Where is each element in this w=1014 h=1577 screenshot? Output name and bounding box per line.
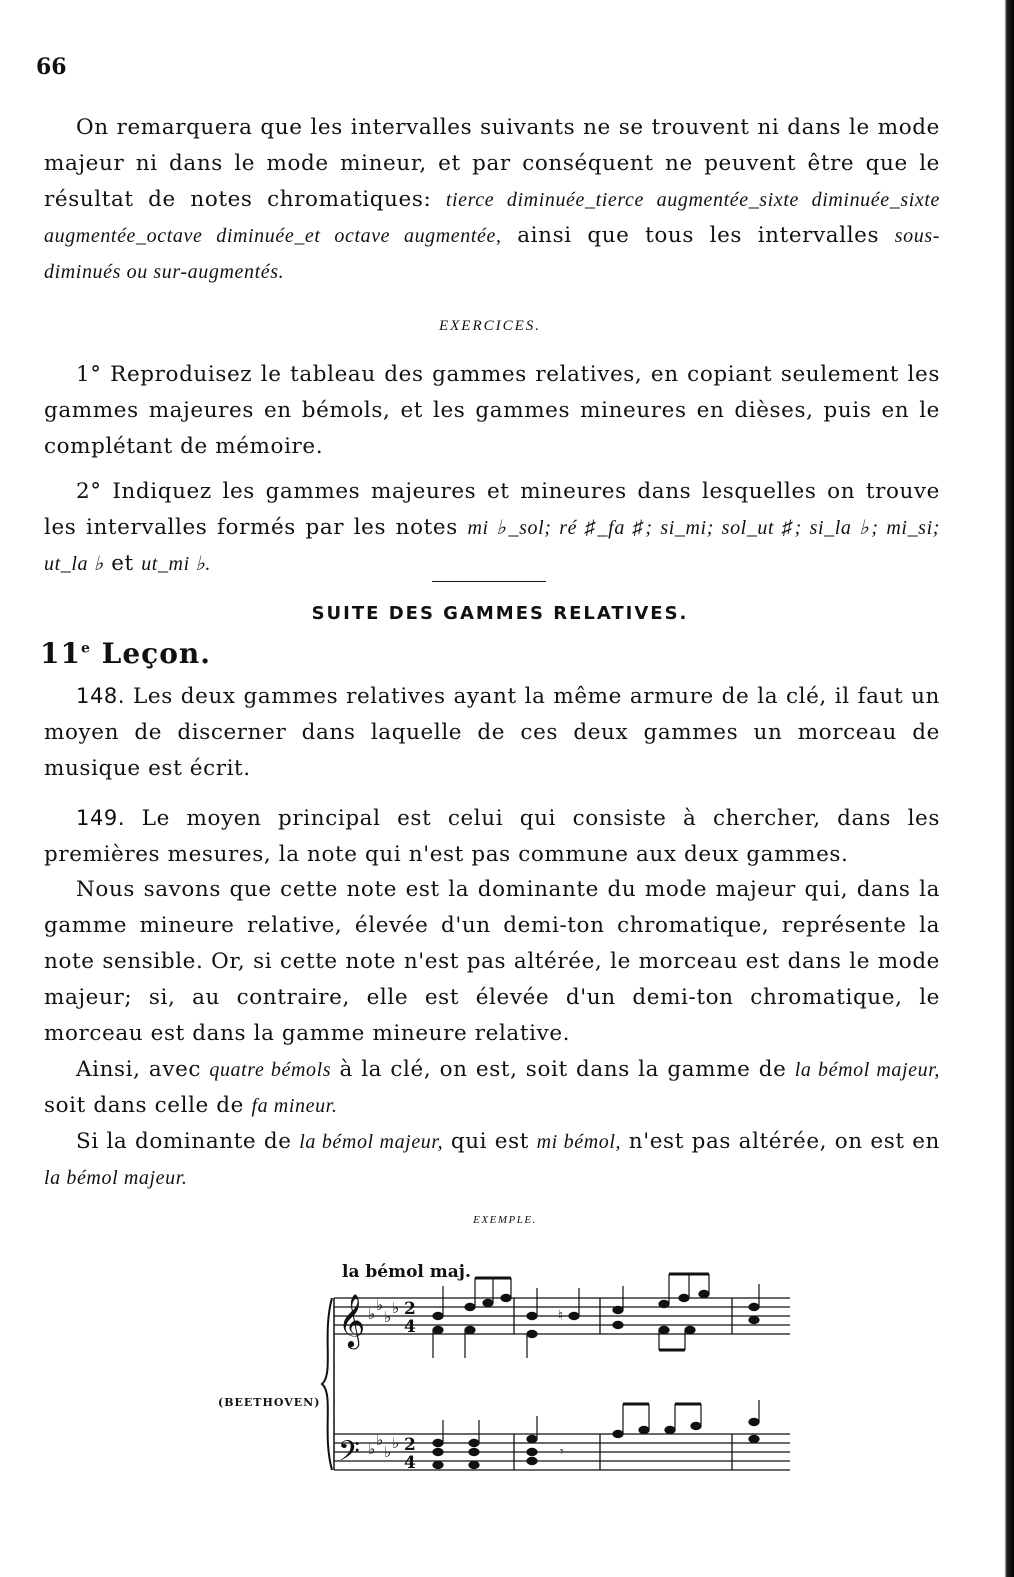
- ainsi-quatre-bemols: quatre bémols: [209, 1059, 332, 1081]
- si-mi-bemol: mi bémol,: [536, 1131, 622, 1153]
- book-spine-edge: [998, 0, 1014, 1577]
- svg-text:♭: ♭: [384, 1443, 392, 1461]
- intro-intervals: tierce diminuée_tierce augmentée_sixte diminuée_sixte augmentée_octave diminuée_et octave augmentée,: [44, 189, 940, 247]
- example-composer: (BEETHOVEN): [218, 1396, 321, 1409]
- key-signature-flats: [368, 1296, 399, 1461]
- paragraph-ainsi: [44, 1052, 940, 1124]
- paragraph-149: [44, 800, 940, 873]
- si-text-a: Si la dominante de: [76, 1129, 292, 1154]
- si-la-bemol-majeur-2: la bémol majeur.: [44, 1167, 188, 1189]
- paragraph-nous-savons: [44, 872, 940, 1052]
- exercise-1-text: Reproduisez le tableau des gammes relatives, en copiant seulement les gammes majeures en bémols, et les gammes mineures en dièses, puis en le complétant de mémoire.: [44, 362, 940, 459]
- ainsi-text-c: à la clé, on est, soit dans la gamme de: [339, 1057, 787, 1082]
- section-divider: [432, 581, 546, 582]
- ainsi-text-a: Ainsi, avec: [76, 1057, 202, 1082]
- exercise-2-number: 2°: [76, 479, 102, 504]
- ainsi-fa-mineur: fa mineur.: [251, 1095, 338, 1117]
- si-text-c: qui est: [450, 1129, 529, 1154]
- exercise-2-notes: mi ♭_sol; ré ♯_fa ♯; si_mi; sol_ut ♯; si_la ♭; mi_si; ut_la ♭: [44, 517, 940, 575]
- page-number: 66: [36, 54, 67, 80]
- lesson-title: [40, 637, 211, 670]
- ainsi-la-bemol-majeur: la bémol majeur,: [794, 1059, 940, 1081]
- intro-paragraph: [44, 110, 940, 290]
- si-text-e: n'est pas altérée, on est en: [628, 1129, 940, 1154]
- paragraph-149-text: Le moyen principal est celui qui consiste à chercher, dans les premières mesures, la note qui n'est pas commune aux deux gammes.: [44, 806, 941, 867]
- time-signature: [404, 1299, 416, 1473]
- example-heading: EXEMPLE.: [473, 1214, 537, 1226]
- exercise-2-last: ut_mi ♭.: [141, 553, 211, 575]
- paragraph-nous-savons-text: Nous savons que cette note est la dominante du mode majeur qui, dans la gamme mineure relative, élevée d'un demi-ton chromatique, représente la note sensible. Or, si cette note n'est pas altérée, le morceau est dans le mode majeur; si, au contraire, elle est élevée d'un demi-ton chromatique, le morceau est dans la gamme mineure relative.: [44, 877, 940, 1046]
- exercise-1: [44, 357, 940, 465]
- paragraph-148: [44, 678, 940, 787]
- paragraph-149-number: 149.: [76, 806, 126, 830]
- svg-text:𝄾: 𝄾: [560, 1445, 564, 1460]
- paragraph-148-text: Les deux gammes relatives ayant la même armure de la clé, il faut un moyen de discerner dans laquelle de ces deux gammes un morceau de musique est écrit.: [44, 684, 940, 781]
- exercise-2: [44, 474, 940, 582]
- svg-text:♭: ♭: [392, 1434, 400, 1452]
- svg-text:4: 4: [404, 1453, 416, 1473]
- brace-icon: [322, 1298, 332, 1470]
- paragraph-148-number: 148.: [76, 684, 126, 708]
- svg-text:♭: ♭: [392, 1299, 400, 1317]
- svg-text:2: 2: [404, 1435, 416, 1455]
- music-score: [214, 1254, 814, 1494]
- treble-clef-icon: 𝄞: [338, 1293, 366, 1347]
- exercices-heading: EXERCICES.: [438, 318, 542, 334]
- lesson-number: 11: [40, 637, 81, 670]
- ainsi-text-e: soit dans celle de: [44, 1093, 244, 1118]
- exercise-1-number: 1°: [76, 362, 102, 387]
- intro-text-2: ainsi que tous les intervalles: [517, 223, 880, 248]
- svg-text:4: 4: [404, 1317, 416, 1337]
- exercise-2-et: et: [111, 551, 134, 576]
- exercise-2-text: Indiquez les gammes majeures et mineures dans lesquelles on trouve les intervalles formés par les notes: [44, 479, 941, 540]
- example-tempo-mark: la bémol maj.: [342, 1262, 471, 1282]
- svg-text:♭: ♭: [368, 1305, 376, 1323]
- svg-text:♮: ♮: [558, 1309, 564, 1324]
- lesson-sup: e: [80, 640, 91, 657]
- svg-text:♭: ♭: [384, 1308, 392, 1326]
- bass-clef-icon: 𝄢: [338, 1435, 360, 1475]
- svg-text:♭: ♭: [376, 1431, 384, 1449]
- intro-text: On remarquera que les intervalles suivants ne se trouvent ni dans le mode majeur ni dans le mode mineur, et par conséquent ne peuvent être que le résultat de notes chromatiques:: [44, 115, 940, 212]
- section-title: SUITE DES GAMMES RELATIVES.: [311, 603, 689, 624]
- svg-text:♭: ♭: [368, 1440, 376, 1458]
- intro-sous: sous-diminués ou sur-augmentés.: [44, 225, 941, 283]
- lesson-label: Leçon.: [101, 637, 211, 670]
- si-la-bemol-majeur: la bémol majeur,: [299, 1131, 444, 1153]
- svg-text:2: 2: [404, 1299, 416, 1319]
- svg-text:♭: ♭: [376, 1296, 384, 1314]
- paragraph-si-la-dominante: [44, 1124, 940, 1196]
